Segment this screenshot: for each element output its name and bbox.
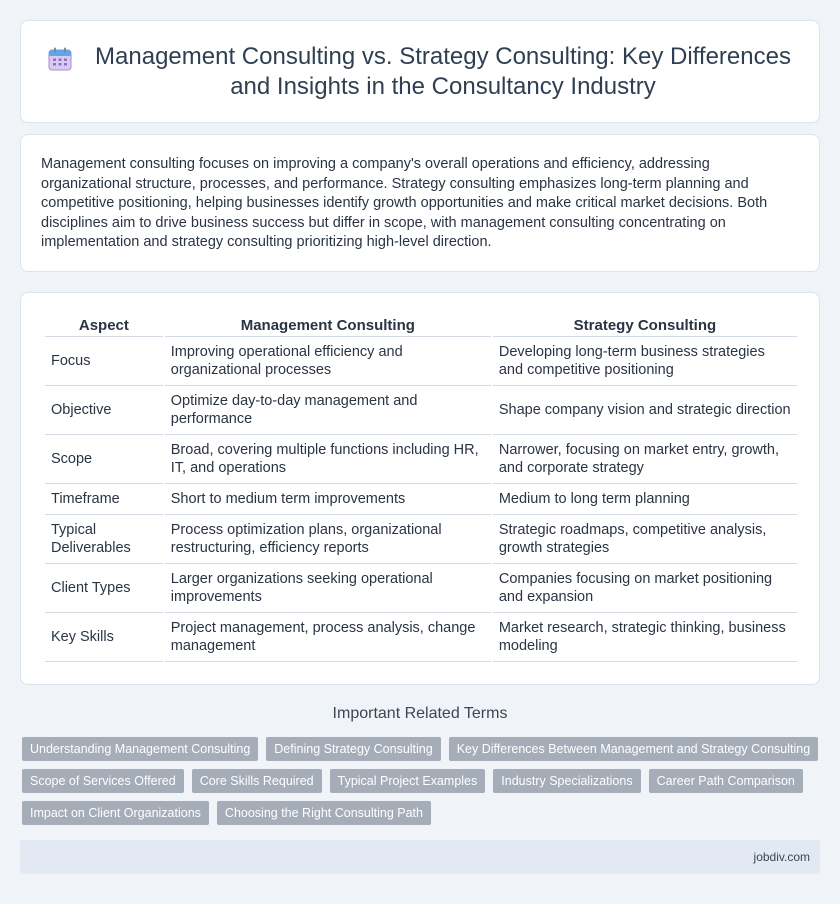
tag-link[interactable]: Impact on Client Organizations xyxy=(22,801,209,825)
cell-aspect: Objective xyxy=(45,386,163,435)
cell-management: Larger organizations seeking operational improvements xyxy=(165,564,491,613)
cell-management: Process optimization plans, organizational restructuring, efficiency reports xyxy=(165,515,491,564)
cell-strategy: Developing long-term business strategies and competitive positioning xyxy=(493,337,797,386)
page-title: Management Consulting vs. Strategy Consulting: Key Differences and Insights in the Consultancy Industry xyxy=(95,42,791,100)
header-management: Management Consulting xyxy=(165,315,491,337)
cell-aspect: Client Types xyxy=(45,564,163,613)
related-terms-title: Important Related Terms xyxy=(332,705,508,722)
header-card xyxy=(20,20,820,123)
tag-link[interactable]: Defining Strategy Consulting xyxy=(266,737,440,761)
table-header-row xyxy=(45,315,797,337)
cell-management: Project management, process analysis, change management xyxy=(165,613,491,662)
cell-aspect: Focus xyxy=(45,337,163,386)
footer-site-link[interactable]: jobdiv.com xyxy=(753,850,810,864)
title-wrap xyxy=(27,42,813,102)
cell-strategy: Strategic roadmaps, competitive analysis, growth strategies xyxy=(493,515,797,564)
tag-link[interactable]: Typical Project Examples xyxy=(330,769,486,793)
table-row xyxy=(45,435,797,484)
cell-aspect: Typical Deliverables xyxy=(45,515,163,564)
cell-strategy: Companies focusing on market positioning and expansion xyxy=(493,564,797,613)
calendar-icon xyxy=(47,46,73,72)
tag-link[interactable]: Core Skills Required xyxy=(192,769,322,793)
tag-link[interactable]: Key Differences Between Management and Strategy Consulting xyxy=(449,737,818,761)
tag-link[interactable]: Understanding Management Consulting xyxy=(22,737,258,761)
table-row xyxy=(45,337,797,386)
tag-link[interactable]: Choosing the Right Consulting Path xyxy=(217,801,431,825)
intro-text: Management consulting focuses on improving a company's overall operations and efficiency, addressing organizational structure, processes, and performance. Strategy consulting emphasizes long-term planning and competitive positioning, helping businesses identify growth opportunities and make critical market decisions. Both disciplines aim to drive business success but differ in scope, with management consulting concentrating on implementation and strategy consulting prioritizing high-level direction. xyxy=(41,156,768,251)
cell-aspect: Timeframe xyxy=(45,484,163,515)
cell-management: Optimize day-to-day management and performance xyxy=(165,386,491,435)
cell-aspect: Key Skills xyxy=(45,613,163,662)
cell-management: Broad, covering multiple functions including HR, IT, and operations xyxy=(165,435,491,484)
header-strategy: Strategy Consulting xyxy=(493,315,797,337)
table-row xyxy=(45,564,797,613)
table-row xyxy=(45,386,797,435)
comparison-table-card xyxy=(20,292,820,685)
cell-strategy: Market research, strategic thinking, business modeling xyxy=(493,613,797,662)
cell-strategy: Medium to long term planning xyxy=(493,484,797,515)
table-row xyxy=(45,484,797,515)
intro-card xyxy=(20,134,820,272)
cell-aspect: Scope xyxy=(45,435,163,484)
table-row xyxy=(45,613,797,662)
table-row xyxy=(45,515,797,564)
cell-management: Improving operational efficiency and organizational processes xyxy=(165,337,491,386)
cell-management: Short to medium term improvements xyxy=(165,484,491,515)
tag-link[interactable]: Career Path Comparison xyxy=(649,769,803,793)
footer xyxy=(20,840,820,874)
cell-strategy: Shape company vision and strategic direction xyxy=(493,386,797,435)
tag-link[interactable]: Scope of Services Offered xyxy=(22,769,184,793)
header-aspect: Aspect xyxy=(45,315,163,337)
related-terms-tags xyxy=(22,737,822,825)
tag-link[interactable]: Industry Specializations xyxy=(493,769,640,793)
comparison-table xyxy=(43,315,799,662)
cell-strategy: Narrower, focusing on market entry, growth, and corporate strategy xyxy=(493,435,797,484)
